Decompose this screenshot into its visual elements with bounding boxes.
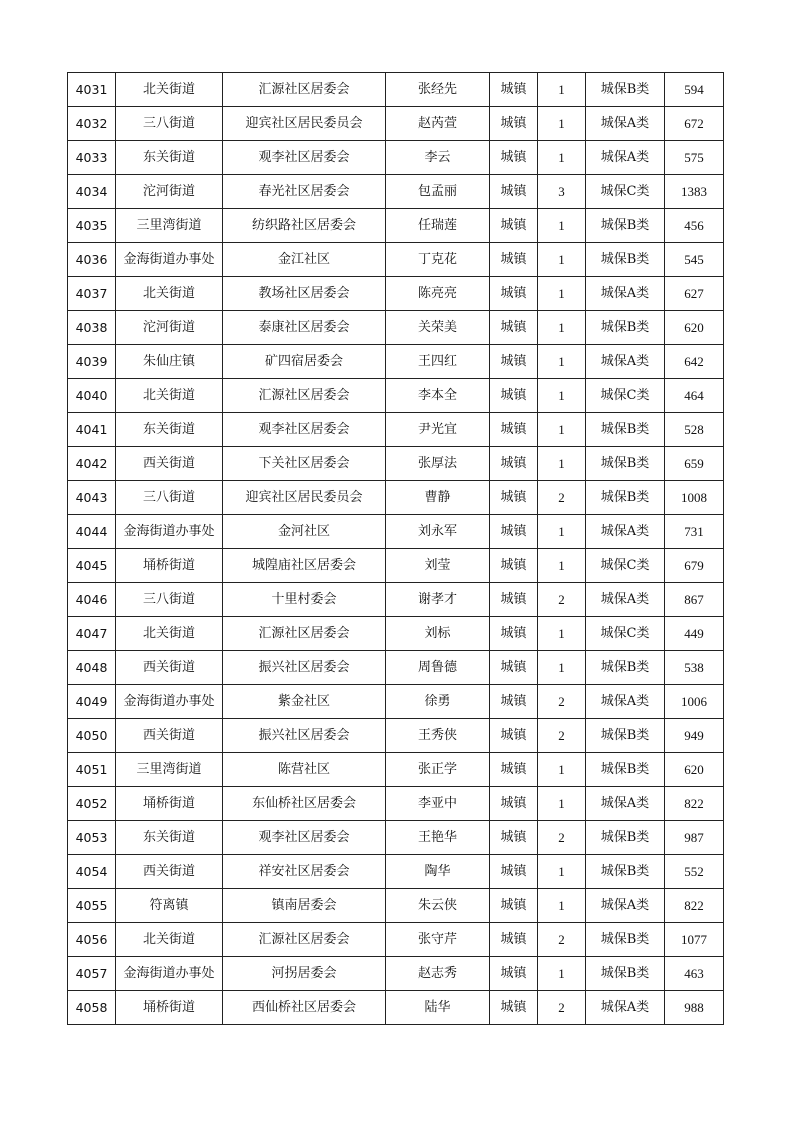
community-cell: 西仙桥社区居委会 — [223, 991, 386, 1025]
area-type-cell: 城镇 — [490, 583, 538, 617]
street-cell: 北关街道 — [116, 379, 223, 413]
street-cell: 埇桥街道 — [116, 991, 223, 1025]
category-cell: 城保A类 — [586, 991, 665, 1025]
area-type-cell: 城镇 — [490, 413, 538, 447]
area-type-cell: 城镇 — [490, 141, 538, 175]
area-type-cell: 城镇 — [490, 311, 538, 345]
serial-number-cell: 4056 — [68, 923, 116, 957]
category-cell: 城保B类 — [586, 209, 665, 243]
amount-cell: 464 — [665, 379, 724, 413]
community-cell: 教场社区居委会 — [223, 277, 386, 311]
person-name-cell: 谢孝才 — [386, 583, 490, 617]
area-type-cell: 城镇 — [490, 73, 538, 107]
street-cell: 沱河街道 — [116, 311, 223, 345]
amount-cell: 1008 — [665, 481, 724, 515]
serial-number-cell: 4034 — [68, 175, 116, 209]
category-cell: 城保B类 — [586, 957, 665, 991]
table-row — [68, 821, 724, 855]
person-name-cell: 张厚法 — [386, 447, 490, 481]
person-name-cell: 朱云侠 — [386, 889, 490, 923]
household-count-cell: 1 — [538, 855, 586, 889]
person-name-cell: 陈亮亮 — [386, 277, 490, 311]
data-table — [67, 72, 724, 1025]
category-cell: 城保C类 — [586, 617, 665, 651]
category-cell: 城保B类 — [586, 753, 665, 787]
household-count-cell: 1 — [538, 889, 586, 923]
category-cell: 城保C类 — [586, 379, 665, 413]
street-cell: 西关街道 — [116, 719, 223, 753]
serial-number-cell: 4041 — [68, 413, 116, 447]
street-cell: 三里湾街道 — [116, 753, 223, 787]
household-count-cell: 1 — [538, 617, 586, 651]
serial-number-cell: 4032 — [68, 107, 116, 141]
area-type-cell: 城镇 — [490, 345, 538, 379]
area-type-cell: 城镇 — [490, 991, 538, 1025]
amount-cell: 642 — [665, 345, 724, 379]
area-type-cell: 城镇 — [490, 447, 538, 481]
category-cell: 城保A类 — [586, 277, 665, 311]
serial-number-cell: 4047 — [68, 617, 116, 651]
table-row — [68, 787, 724, 821]
person-name-cell: 王四红 — [386, 345, 490, 379]
area-type-cell: 城镇 — [490, 787, 538, 821]
area-type-cell: 城镇 — [490, 175, 538, 209]
person-name-cell: 张经先 — [386, 73, 490, 107]
person-name-cell: 张正学 — [386, 753, 490, 787]
category-cell: 城保B类 — [586, 481, 665, 515]
table-row — [68, 583, 724, 617]
category-cell: 城保C类 — [586, 549, 665, 583]
street-cell: 三里湾街道 — [116, 209, 223, 243]
category-cell: 城保A类 — [586, 583, 665, 617]
person-name-cell: 曹静 — [386, 481, 490, 515]
amount-cell: 1077 — [665, 923, 724, 957]
amount-cell: 659 — [665, 447, 724, 481]
serial-number-cell: 4054 — [68, 855, 116, 889]
street-cell: 东关街道 — [116, 141, 223, 175]
amount-cell: 545 — [665, 243, 724, 277]
community-cell: 金江社区 — [223, 243, 386, 277]
household-count-cell: 1 — [538, 311, 586, 345]
serial-number-cell: 4050 — [68, 719, 116, 753]
category-cell: 城保A类 — [586, 685, 665, 719]
household-count-cell: 1 — [538, 515, 586, 549]
area-type-cell: 城镇 — [490, 209, 538, 243]
serial-number-cell: 4049 — [68, 685, 116, 719]
household-count-cell: 1 — [538, 957, 586, 991]
person-name-cell: 赵芮萱 — [386, 107, 490, 141]
household-count-cell: 2 — [538, 923, 586, 957]
person-name-cell: 尹光宜 — [386, 413, 490, 447]
street-cell: 埇桥街道 — [116, 549, 223, 583]
area-type-cell: 城镇 — [490, 685, 538, 719]
amount-cell: 987 — [665, 821, 724, 855]
table-row — [68, 481, 724, 515]
category-cell: 城保B类 — [586, 923, 665, 957]
category-cell: 城保A类 — [586, 515, 665, 549]
amount-cell: 949 — [665, 719, 724, 753]
person-name-cell: 徐勇 — [386, 685, 490, 719]
table-row — [68, 515, 724, 549]
household-count-cell: 2 — [538, 719, 586, 753]
person-name-cell: 丁克花 — [386, 243, 490, 277]
street-cell: 金海街道办事处 — [116, 957, 223, 991]
community-cell: 河拐居委会 — [223, 957, 386, 991]
area-type-cell: 城镇 — [490, 277, 538, 311]
community-cell: 城隍庙社区居委会 — [223, 549, 386, 583]
community-cell: 东仙桥社区居委会 — [223, 787, 386, 821]
street-cell: 北关街道 — [116, 277, 223, 311]
serial-number-cell: 4046 — [68, 583, 116, 617]
community-cell: 汇源社区居委会 — [223, 379, 386, 413]
table-row — [68, 345, 724, 379]
street-cell: 金海街道办事处 — [116, 243, 223, 277]
table-row — [68, 923, 724, 957]
area-type-cell: 城镇 — [490, 957, 538, 991]
table-row — [68, 889, 724, 923]
category-cell: 城保B类 — [586, 447, 665, 481]
table-row — [68, 73, 724, 107]
street-cell: 金海街道办事处 — [116, 515, 223, 549]
person-name-cell: 关荣美 — [386, 311, 490, 345]
street-cell: 西关街道 — [116, 447, 223, 481]
amount-cell: 1006 — [665, 685, 724, 719]
area-type-cell: 城镇 — [490, 515, 538, 549]
community-cell: 镇南居委会 — [223, 889, 386, 923]
amount-cell: 552 — [665, 855, 724, 889]
category-cell: 城保A类 — [586, 889, 665, 923]
household-count-cell: 1 — [538, 243, 586, 277]
street-cell: 金海街道办事处 — [116, 685, 223, 719]
amount-cell: 538 — [665, 651, 724, 685]
community-cell: 汇源社区居委会 — [223, 73, 386, 107]
community-cell: 祥安社区居委会 — [223, 855, 386, 889]
amount-cell: 988 — [665, 991, 724, 1025]
person-name-cell: 李亚中 — [386, 787, 490, 821]
household-count-cell: 1 — [538, 209, 586, 243]
amount-cell: 627 — [665, 277, 724, 311]
table-row — [68, 141, 724, 175]
area-type-cell: 城镇 — [490, 617, 538, 651]
household-count-cell: 1 — [538, 651, 586, 685]
table-row — [68, 617, 724, 651]
table-row — [68, 379, 724, 413]
table-row — [68, 719, 724, 753]
person-name-cell: 包孟丽 — [386, 175, 490, 209]
table-row — [68, 209, 724, 243]
serial-number-cell: 4040 — [68, 379, 116, 413]
person-name-cell: 李云 — [386, 141, 490, 175]
category-cell: 城保A类 — [586, 141, 665, 175]
serial-number-cell: 4055 — [68, 889, 116, 923]
community-cell: 紫金社区 — [223, 685, 386, 719]
amount-cell: 731 — [665, 515, 724, 549]
table-row — [68, 753, 724, 787]
community-cell: 汇源社区居委会 — [223, 923, 386, 957]
community-cell: 金河社区 — [223, 515, 386, 549]
community-cell: 纺织路社区居委会 — [223, 209, 386, 243]
street-cell: 埇桥街道 — [116, 787, 223, 821]
table-body — [68, 73, 724, 1025]
community-cell: 振兴社区居委会 — [223, 719, 386, 753]
area-type-cell: 城镇 — [490, 923, 538, 957]
street-cell: 西关街道 — [116, 855, 223, 889]
serial-number-cell: 4051 — [68, 753, 116, 787]
household-count-cell: 1 — [538, 753, 586, 787]
community-cell: 观李社区居委会 — [223, 141, 386, 175]
area-type-cell: 城镇 — [490, 107, 538, 141]
serial-number-cell: 4052 — [68, 787, 116, 821]
person-name-cell: 李本全 — [386, 379, 490, 413]
person-name-cell: 任瑞莲 — [386, 209, 490, 243]
amount-cell: 1383 — [665, 175, 724, 209]
household-count-cell: 1 — [538, 277, 586, 311]
category-cell: 城保B类 — [586, 413, 665, 447]
amount-cell: 528 — [665, 413, 724, 447]
table-row — [68, 311, 724, 345]
amount-cell: 867 — [665, 583, 724, 617]
amount-cell: 822 — [665, 889, 724, 923]
household-count-cell: 1 — [538, 107, 586, 141]
area-type-cell: 城镇 — [490, 549, 538, 583]
area-type-cell: 城镇 — [490, 855, 538, 889]
category-cell: 城保B类 — [586, 73, 665, 107]
area-type-cell: 城镇 — [490, 719, 538, 753]
household-count-cell: 1 — [538, 447, 586, 481]
street-cell: 北关街道 — [116, 923, 223, 957]
street-cell: 东关街道 — [116, 413, 223, 447]
serial-number-cell: 4042 — [68, 447, 116, 481]
table-row — [68, 277, 724, 311]
table-row — [68, 413, 724, 447]
person-name-cell: 周鲁德 — [386, 651, 490, 685]
person-name-cell: 陶华 — [386, 855, 490, 889]
household-count-cell: 2 — [538, 481, 586, 515]
table-row — [68, 175, 724, 209]
household-count-cell: 2 — [538, 821, 586, 855]
serial-number-cell: 4031 — [68, 73, 116, 107]
serial-number-cell: 4058 — [68, 991, 116, 1025]
street-cell: 北关街道 — [116, 617, 223, 651]
household-count-cell: 1 — [538, 73, 586, 107]
street-cell: 北关街道 — [116, 73, 223, 107]
amount-cell: 679 — [665, 549, 724, 583]
person-name-cell: 赵志秀 — [386, 957, 490, 991]
serial-number-cell: 4036 — [68, 243, 116, 277]
serial-number-cell: 4045 — [68, 549, 116, 583]
amount-cell: 620 — [665, 311, 724, 345]
table-row — [68, 447, 724, 481]
serial-number-cell: 4048 — [68, 651, 116, 685]
household-count-cell: 1 — [538, 787, 586, 821]
street-cell: 东关街道 — [116, 821, 223, 855]
street-cell: 三八街道 — [116, 481, 223, 515]
community-cell: 汇源社区居委会 — [223, 617, 386, 651]
serial-number-cell: 4039 — [68, 345, 116, 379]
household-count-cell: 1 — [538, 413, 586, 447]
category-cell: 城保A类 — [586, 345, 665, 379]
community-cell: 十里村委会 — [223, 583, 386, 617]
category-cell: 城保B类 — [586, 243, 665, 277]
amount-cell: 575 — [665, 141, 724, 175]
category-cell: 城保B类 — [586, 311, 665, 345]
area-type-cell: 城镇 — [490, 243, 538, 277]
serial-number-cell: 4033 — [68, 141, 116, 175]
street-cell: 三八街道 — [116, 583, 223, 617]
community-cell: 下关社区居委会 — [223, 447, 386, 481]
area-type-cell: 城镇 — [490, 889, 538, 923]
table-row — [68, 991, 724, 1025]
street-cell: 西关街道 — [116, 651, 223, 685]
person-name-cell: 陆华 — [386, 991, 490, 1025]
table-row — [68, 957, 724, 991]
table-row — [68, 685, 724, 719]
table-row — [68, 243, 724, 277]
household-count-cell: 1 — [538, 549, 586, 583]
street-cell: 三八街道 — [116, 107, 223, 141]
area-type-cell: 城镇 — [490, 481, 538, 515]
category-cell: 城保B类 — [586, 719, 665, 753]
household-count-cell: 1 — [538, 345, 586, 379]
community-cell: 矿四宿居委会 — [223, 345, 386, 379]
area-type-cell: 城镇 — [490, 821, 538, 855]
person-name-cell: 刘标 — [386, 617, 490, 651]
community-cell: 春光社区居委会 — [223, 175, 386, 209]
person-name-cell: 刘莹 — [386, 549, 490, 583]
community-cell: 陈营社区 — [223, 753, 386, 787]
street-cell: 沱河街道 — [116, 175, 223, 209]
amount-cell: 594 — [665, 73, 724, 107]
community-cell: 泰康社区居委会 — [223, 311, 386, 345]
community-cell: 观李社区居委会 — [223, 413, 386, 447]
area-type-cell: 城镇 — [490, 753, 538, 787]
household-count-cell: 2 — [538, 991, 586, 1025]
street-cell: 符离镇 — [116, 889, 223, 923]
serial-number-cell: 4043 — [68, 481, 116, 515]
household-count-cell: 1 — [538, 141, 586, 175]
amount-cell: 449 — [665, 617, 724, 651]
serial-number-cell: 4038 — [68, 311, 116, 345]
category-cell: 城保A类 — [586, 787, 665, 821]
person-name-cell: 王秀侠 — [386, 719, 490, 753]
person-name-cell: 刘永军 — [386, 515, 490, 549]
serial-number-cell: 4057 — [68, 957, 116, 991]
category-cell: 城保B类 — [586, 855, 665, 889]
amount-cell: 822 — [665, 787, 724, 821]
area-type-cell: 城镇 — [490, 651, 538, 685]
person-name-cell: 王艳华 — [386, 821, 490, 855]
household-count-cell: 2 — [538, 685, 586, 719]
serial-number-cell: 4044 — [68, 515, 116, 549]
amount-cell: 672 — [665, 107, 724, 141]
street-cell: 朱仙庄镇 — [116, 345, 223, 379]
community-cell: 迎宾社区居民委员会 — [223, 481, 386, 515]
amount-cell: 456 — [665, 209, 724, 243]
household-count-cell: 2 — [538, 583, 586, 617]
table-row — [68, 107, 724, 141]
serial-number-cell: 4035 — [68, 209, 116, 243]
category-cell: 城保A类 — [586, 107, 665, 141]
person-name-cell: 张守芹 — [386, 923, 490, 957]
category-cell: 城保B类 — [586, 821, 665, 855]
amount-cell: 620 — [665, 753, 724, 787]
community-cell: 观李社区居委会 — [223, 821, 386, 855]
category-cell: 城保C类 — [586, 175, 665, 209]
serial-number-cell: 4053 — [68, 821, 116, 855]
table-row — [68, 549, 724, 583]
community-cell: 迎宾社区居民委员会 — [223, 107, 386, 141]
table-row — [68, 651, 724, 685]
community-cell: 振兴社区居委会 — [223, 651, 386, 685]
amount-cell: 463 — [665, 957, 724, 991]
table-row — [68, 855, 724, 889]
category-cell: 城保B类 — [586, 651, 665, 685]
area-type-cell: 城镇 — [490, 379, 538, 413]
household-count-cell: 1 — [538, 379, 586, 413]
serial-number-cell: 4037 — [68, 277, 116, 311]
household-count-cell: 3 — [538, 175, 586, 209]
